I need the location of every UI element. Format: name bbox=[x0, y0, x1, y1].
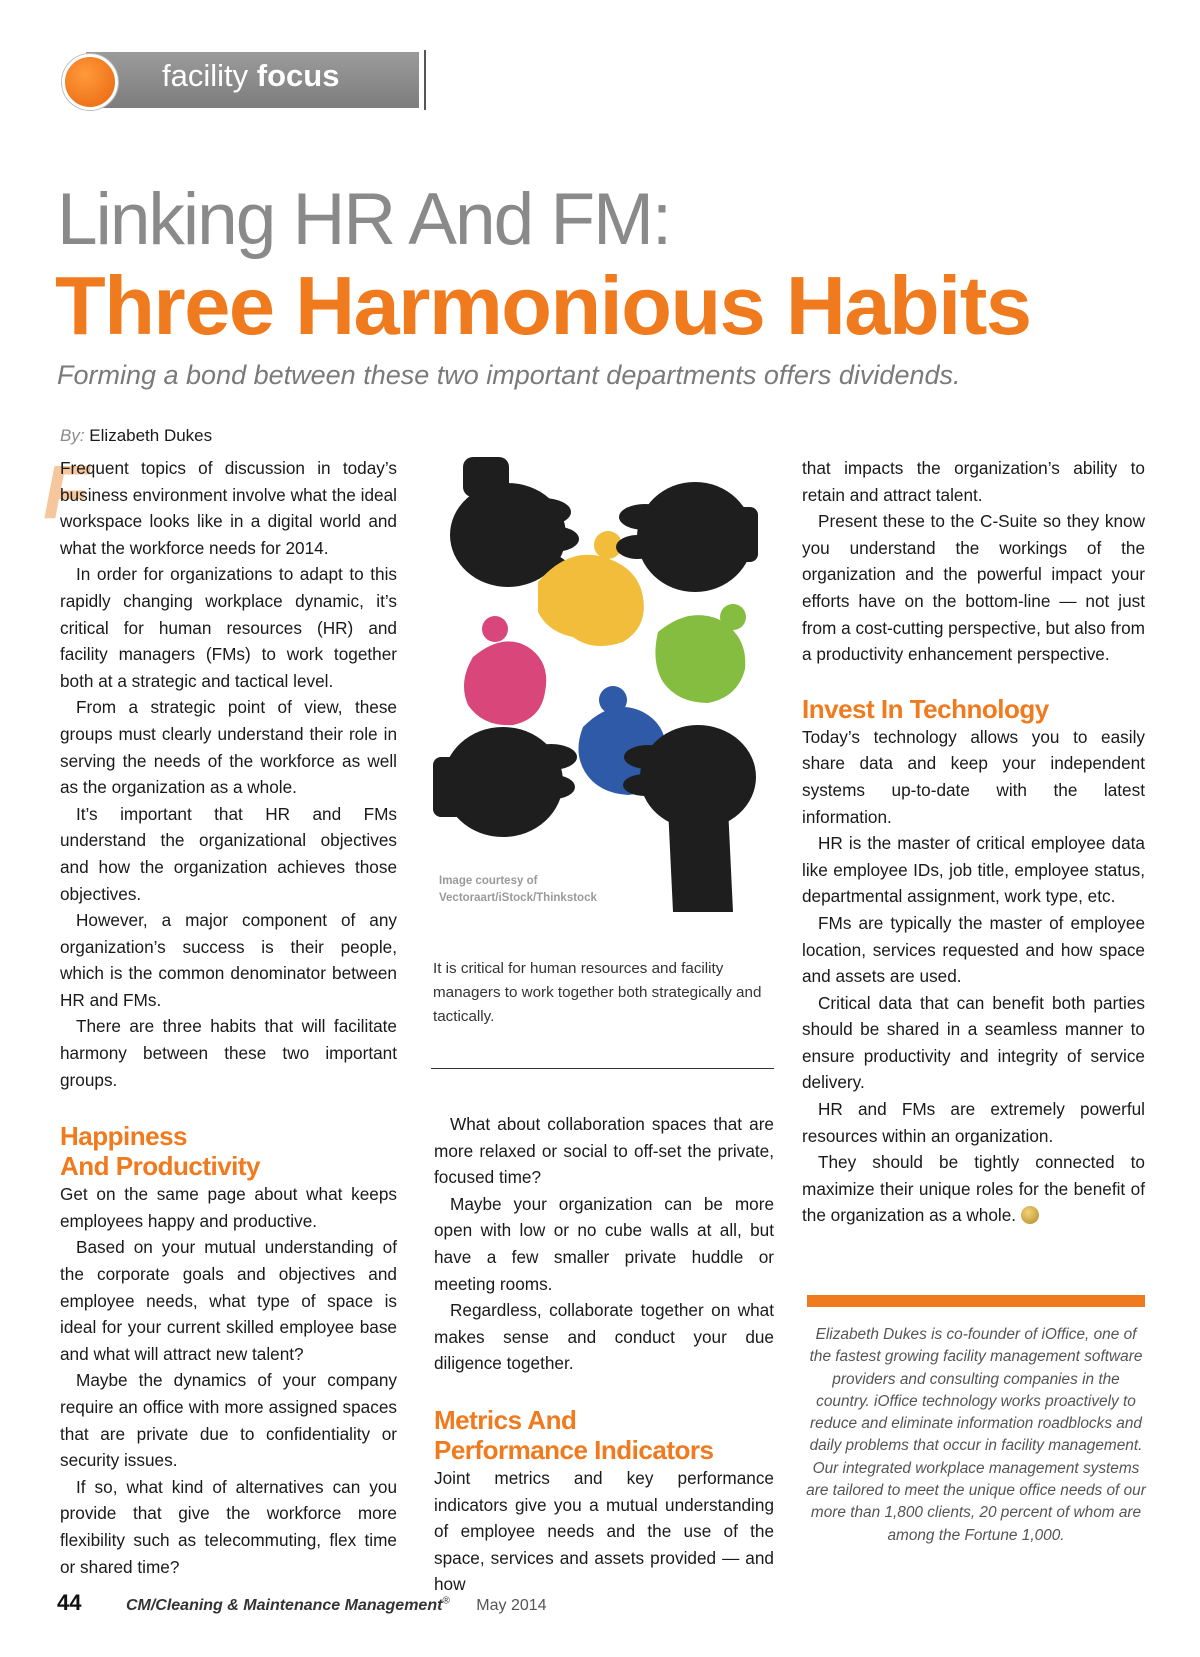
paragraph: If so, what kind of alternatives can you provide that give the workforce more flexibility such as telecommuting, flex time or shared time? bbox=[60, 1476, 397, 1577]
paragraph-text: They should be tightly connected to maximize their unique roles for the benefit of the organization as a whole. bbox=[802, 1152, 1145, 1226]
paragraph: From a strategic point of view, these groups must clearly understand their role in serving the needs of the workforce as well as the organization as a whole. bbox=[60, 697, 397, 798]
paragraph: Maybe your organization can be more open with low or no cube walls at all, but have a few smaller private huddle or meeting rooms. bbox=[434, 1193, 774, 1294]
byline-prefix: By: bbox=[60, 426, 85, 445]
paragraph: In order for organizations to adapt to this rapidly changing workplace dynamic, it’s critical for human resources (HR) and facility managers (FMs) to work together both at a strategic and tactical level. bbox=[60, 564, 397, 691]
section-heading-line: Performance Indicators bbox=[434, 1434, 714, 1465]
section-tab-divider bbox=[424, 50, 426, 110]
column-3 bbox=[802, 455, 1145, 1229]
section-heading bbox=[434, 1405, 774, 1465]
orange-circle-icon bbox=[62, 54, 118, 110]
paragraph: Present these to the C-Suite so they know you understand the workings of the organization and the powerful impact your efforts have on the bottom-line — not just from a cost-cutting perspective, but also from a productivity enhancement perspective. bbox=[802, 511, 1145, 665]
registered-mark: ® bbox=[442, 1595, 450, 1607]
paragraph: Joint metrics and key performance indicators give you a mutual understanding of employee needs and the use of the space, services and assets provided — and how bbox=[434, 1467, 774, 1595]
section-heading-line: Happiness bbox=[60, 1121, 187, 1152]
section-heading-line: And Productivity bbox=[60, 1151, 261, 1182]
section-label: facility focus bbox=[162, 58, 340, 93]
bio-rule bbox=[807, 1295, 1145, 1307]
photo-credit bbox=[439, 873, 597, 907]
paragraph: FMs are typically the master of employee location, services requested and how space and assets are used. bbox=[802, 912, 1145, 987]
byline-author: Elizabeth Dukes bbox=[89, 426, 213, 445]
photo-caption: It is critical for human resources and facility managers to work together both strategically and tactically. bbox=[433, 960, 762, 1025]
column-1 bbox=[60, 455, 397, 1580]
page-footer bbox=[57, 1590, 547, 1616]
page-number: 44 bbox=[57, 1590, 82, 1615]
headline-line1: Linking HR And FM: bbox=[57, 179, 671, 260]
drop-cap: F bbox=[43, 450, 90, 535]
paragraph: Maybe the dynamics of your company require an office with more assigned spaces that are private due to confidentiality or security issues. bbox=[60, 1370, 397, 1471]
headline-line2: Three Harmonious Habits bbox=[55, 259, 1031, 352]
paragraph: There are three habits that will facilitate harmony between these two important groups. bbox=[60, 1016, 397, 1090]
author-bio: Elizabeth Dukes is co-founder of iOffice, one of the fastest growing facility management software providers and consulting companies in the country. iOffice technology works proactively to reduce and eliminate information roadblocks and daily problems that occur in facility management. Our integrated workplace management systems are tailored to meet the unique office needs of our more than 1,800 clients, 20 percent of whom are among the Fortune 1,000. bbox=[806, 1326, 1146, 1544]
section-heading-line: Metrics And bbox=[434, 1404, 577, 1435]
paragraph: that impacts the organization’s ability to retain and attract talent. bbox=[802, 458, 1145, 505]
end-mark-icon bbox=[1021, 1206, 1039, 1224]
section-tab bbox=[62, 50, 365, 110]
byline bbox=[60, 426, 212, 446]
deck: Forming a bond between these two important departments offers dividends. bbox=[57, 360, 961, 390]
photo-credit-line: Vectoraart/iStock/Thinkstock bbox=[439, 892, 597, 904]
paragraph bbox=[802, 1149, 1145, 1229]
caption-rule bbox=[431, 1068, 774, 1069]
paragraph: It’s important that HR and FMs understand the organizational objectives and how the organization achieves those objectives. bbox=[60, 803, 397, 904]
section-heading: Invest In Technology bbox=[802, 693, 1049, 724]
paragraph: Regardless, collaborate together on what makes sense and conduct your due diligence together. bbox=[434, 1300, 774, 1374]
magazine-name: CM/Cleaning & Maintenance Management bbox=[125, 1597, 443, 1614]
photo-credit-line: Image courtesy of bbox=[439, 875, 538, 887]
paragraph: However, a major component of any organization’s success is their people, which is the common denominator between HR and FMs. bbox=[60, 910, 397, 1010]
paragraph: Get on the same page about what keeps employees happy and productive. bbox=[60, 1184, 397, 1231]
paragraph: Frequent topics of discussion in today’s business environment involve what the ideal workspace looks like in a digital world and what the workforce needs for 2014. bbox=[60, 458, 397, 558]
paragraph: HR and FMs are extremely powerful resources within an organization. bbox=[802, 1099, 1145, 1146]
puzzle-hands-illustration bbox=[433, 457, 758, 912]
paragraph: HR is the master of critical employee data like employee IDs, job title, employee status, departmental assignment, work type, etc. bbox=[802, 833, 1145, 907]
paragraph: Critical data that can benefit both parties should be shared in a seamless manner to ensure productivity and integrity of service delivery. bbox=[802, 992, 1145, 1093]
paragraph: Today’s technology allows you to easily share data and keep your independent systems up-to-date with the latest information. bbox=[802, 726, 1145, 827]
paragraph: What about collaboration spaces that are more relaxed or social to off-set the private, focused time? bbox=[434, 1114, 774, 1188]
column-2 bbox=[434, 1111, 774, 1598]
section-heading bbox=[60, 1121, 397, 1181]
paragraph: Based on your mutual understanding of the corporate goals and objectives and employee needs, what type of space is ideal for your current skilled employee base and what will attract new talent? bbox=[60, 1237, 397, 1364]
issue-date: May 2014 bbox=[476, 1597, 547, 1614]
